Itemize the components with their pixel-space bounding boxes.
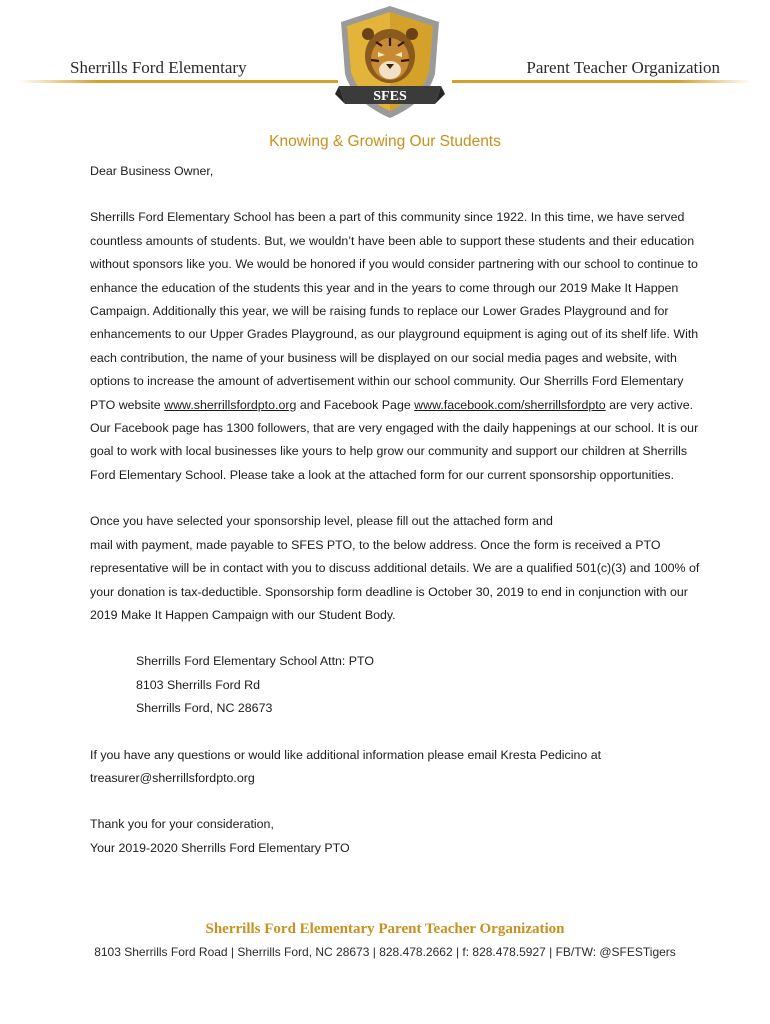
- tagline: Knowing & Growing Our Students: [269, 133, 501, 150]
- address-line-1: Sherrills Ford Elementary School Attn: PTO: [136, 654, 375, 669]
- mailing-address: [90, 650, 710, 720]
- gold-rule-left: [18, 80, 338, 83]
- paragraph-intro-text-2: and Facebook Page: [296, 397, 415, 412]
- footer-title: Sherrills Ford Elementary Parent Teacher Organization: [205, 921, 565, 937]
- closing-line: Thank you for your consideration,: [90, 817, 274, 832]
- address-line-3: Sherrills Ford, NC 28673: [136, 701, 273, 716]
- paragraph-intro: [90, 206, 710, 487]
- website-link[interactable]: www.sherrillsfordpto.org: [164, 397, 297, 412]
- address-line-2: 8103 Sherrills Ford Rd: [136, 677, 260, 692]
- pto-name-header: Parent Teacher Organization: [526, 58, 720, 77]
- paragraph-sponsorship-line-1: Once you have selected your sponsorship level, please fill out the attached form and: [90, 514, 553, 529]
- paragraph-intro-text-1: Sherrills Ford Elementary School has been a part of this community since 1922. In this time, we have served countless amounts of students. But, we wouldn’t have been able to support these students and their education without sponsors like you. We would be honored if you would consider partnering with our school to continue to enhance the education of the students this year and in the years to come through our 2019 Make It Happen Campaign. Additionally this year, we will be raising funds to replace our Lower Grades Playground and for enhancements to our Upper Grades Playground, as our playground equipment is aging out of its shelf life. With each contribution, the name of your business will be displayed on our social media pages and website, with options to increase the amount of advertisement within our school community. Our Sherrills Ford Elementary PTO website: [90, 210, 699, 412]
- letter-body: [90, 160, 710, 860]
- paragraph-intro-text-3: are very active. Our Facebook page has 1300 followers, that are very engaged with the daily happenings at our school. It is our goal to work with local businesses like yours to help grow our community and support our children at Sherrills Ford Elementary School. Please take a look at the attached form for our current sponsorship opportunities.: [90, 397, 699, 482]
- paragraph-contact: If you have any questions or would like additional information please email Kresta Pedicino at treasurer@sherrillsfordpto.org: [90, 747, 602, 785]
- gold-rule-right: [452, 80, 752, 83]
- paragraph-sponsorship: [90, 510, 710, 627]
- letterhead: [0, 0, 770, 130]
- paragraph-sponsorship-rest: mail with payment, made payable to SFES PTO, to the below address. Once the form is received a PTO representative will be in contact with you to discuss additional details. We are a qualified 501(c)(3) and 100% of your donation is tax-deductible. Sponsorship form deadline is October 30, 2019 to end in conjunction with our 2019 Make It Happen Campaign with our Student Body.: [90, 537, 700, 622]
- salutation: Dear Business Owner,: [90, 164, 214, 178]
- school-name-header: Sherrills Ford Elementary: [70, 58, 247, 77]
- tiger-crest-logo: [335, 4, 445, 122]
- footer-contact: 8103 Sherrills Ford Road | Sherrills Ford, NC 28673 | 828.478.2662 | f: 828.478.5927 | FB/TW: @SFESTigers: [94, 945, 676, 959]
- signature-line: Your 2019-2020 Sherrills Ford Elementary PTO: [90, 840, 350, 855]
- facebook-link[interactable]: www.facebook.com/sherrillsfordpto: [414, 397, 606, 412]
- crest-label: SFES: [373, 89, 407, 104]
